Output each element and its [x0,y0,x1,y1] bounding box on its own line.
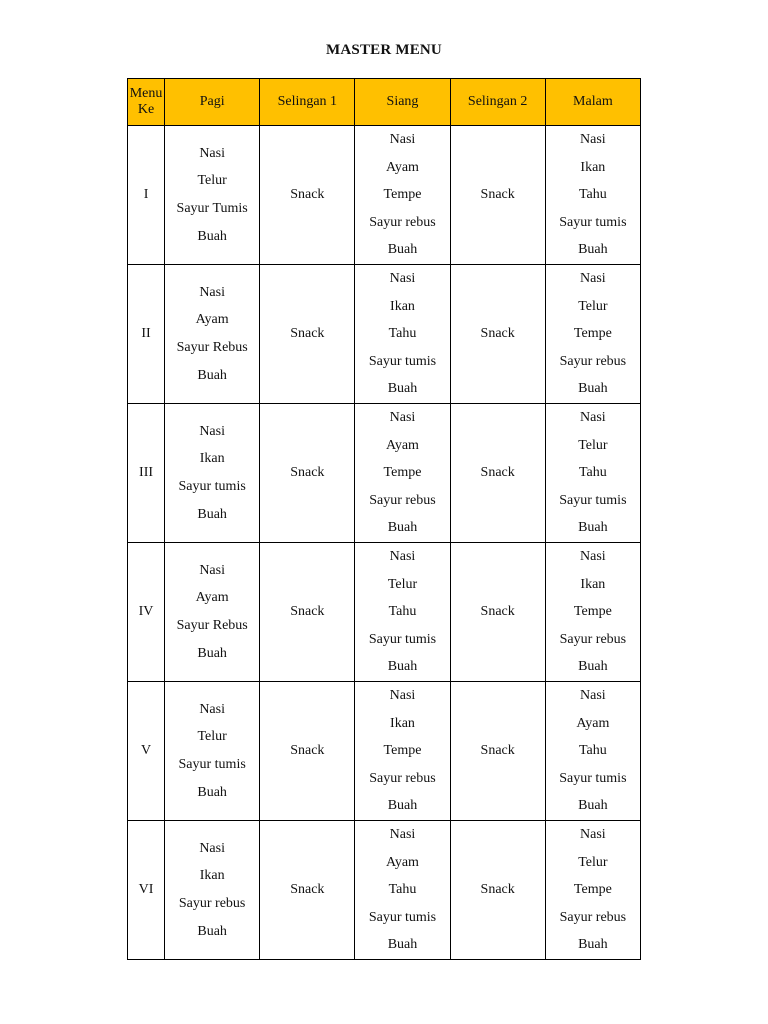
menu-item: Tahu [388,326,417,342]
menu-item: Tahu [578,465,607,481]
menu-item: Telur [387,576,418,592]
menu-number-cell: V [128,682,165,821]
menu-item: Buah [578,381,608,397]
menu-item: Ayam [386,437,419,453]
siang-cell-items [355,404,449,542]
menu-item: Buah [387,242,418,258]
malam-cell [545,265,640,404]
menu-item: Nasi [389,410,416,426]
menu-item: Ikan [199,451,225,467]
table-row [128,821,641,960]
table-row [128,682,641,821]
siang-cell [355,404,450,543]
menu-item: Tempe [573,604,612,620]
menu-item: Buah [578,937,608,953]
menu-number-cell: I [128,126,165,265]
pagi-cell [165,821,260,960]
pagi-cell [165,543,260,682]
menu-item: Nasi [580,410,606,426]
menu-item: Buah [197,228,227,244]
menu-item: Tahu [578,743,607,759]
menu-item: Ayam [195,312,229,328]
siang-cell [355,126,450,265]
malam-cell [545,821,640,960]
menu-item: Sayur rebus [559,631,627,647]
menu-item: Sayur rebus [369,492,436,508]
menu-number-cell: II [128,265,165,404]
selingan-1-cell: Snack [260,543,355,682]
table-row [128,543,641,682]
selingan-2-cell: Snack [450,265,545,404]
malam-cell-items [546,404,640,542]
menu-item: Nasi [389,688,416,704]
selingan-2-cell: Snack [450,543,545,682]
table-row [128,404,641,543]
menu-item: Buah [197,923,227,939]
menu-item: Telur [197,173,227,189]
table-body [128,126,641,960]
menu-item: Sayur rebus [369,770,436,786]
menu-item: Tempe [383,187,422,203]
siang-cell-items [355,126,449,264]
siang-cell [355,821,450,960]
selingan-1-cell: Snack [260,404,355,543]
menu-item: Sayur rebus [559,909,627,925]
menu-item: Buah [578,242,608,258]
menu-item: Sayur tumis [178,479,246,494]
menu-item: Buah [387,381,418,397]
column-header-malam: Malam [545,79,640,126]
pagi-cell-items [165,682,259,820]
table-row [128,265,641,404]
menu-item: Sayur rebus [178,896,246,911]
menu-item: Nasi [580,132,606,148]
pagi-cell-items [165,821,259,959]
menu-item: Tempe [573,326,612,342]
menu-item: Nasi [389,827,416,843]
selingan-1-cell: Snack [260,265,355,404]
menu-item: Telur [578,854,608,870]
column-header-menu-ke: Menu Ke [128,79,165,126]
siang-cell-items [355,821,449,959]
malam-cell-items [546,543,640,681]
malam-cell [545,682,640,821]
menu-item: Sayur rebus [369,214,436,230]
menu-item: Nasi [199,840,225,856]
menu-item: Tempe [383,465,422,481]
menu-item: Nasi [199,701,225,717]
malam-cell [545,543,640,682]
pagi-cell [165,404,260,543]
menu-item: Ikan [580,576,606,592]
menu-item: Buah [197,784,227,800]
pagi-cell-items [165,126,259,264]
table-header-row [128,79,641,126]
menu-item: Buah [387,798,418,814]
menu-item: Nasi [199,284,225,300]
menu-number-cell: IV [128,543,165,682]
siang-cell-items [355,265,449,403]
pagi-cell-items [165,265,259,403]
pagi-cell [165,126,260,265]
menu-item: Tempe [573,882,612,898]
menu-item: Nasi [580,827,606,843]
column-header-pagi: Pagi [165,79,260,126]
menu-item: Nasi [580,271,606,287]
selingan-2-cell: Snack [450,404,545,543]
menu-item: Buah [387,937,418,953]
menu-item: Ikan [580,159,606,175]
menu-item: Nasi [580,688,606,704]
pagi-cell [165,265,260,404]
page-title: MASTER MENU [326,42,442,58]
selingan-1-cell: Snack [260,126,355,265]
menu-item: Ayam [386,854,419,870]
pagi-cell-items [165,404,259,542]
pagi-cell-items [165,543,259,681]
menu-item: Nasi [199,145,225,161]
menu-item: Ayam [195,590,229,606]
malam-cell-items [546,682,640,820]
column-header-selingan-1: Selingan 1 [260,79,355,126]
menu-number-cell: VI [128,821,165,960]
master-menu-table [127,78,641,960]
malam-cell [545,404,640,543]
table-row [128,126,641,265]
menu-item: Nasi [389,271,416,287]
selingan-2-cell: Snack [450,126,545,265]
menu-item: Nasi [389,549,416,565]
malam-cell-items [546,126,640,264]
menu-item: Sayur tumis [559,214,627,230]
menu-item: Tempe [383,743,422,759]
siang-cell [355,682,450,821]
menu-item: Sayur Tumis [176,201,248,216]
menu-item: Sayur tumis [559,770,627,786]
menu-item: Sayur tumis [178,757,246,772]
siang-cell [355,543,450,682]
siang-cell-items [355,682,449,820]
menu-item: Sayur Rebus [176,340,248,355]
menu-item: Buah [578,659,608,675]
menu-item: Sayur rebus [559,353,627,369]
menu-item: Sayur tumis [368,631,437,647]
menu-item: Telur [197,729,227,745]
selingan-2-cell: Snack [450,821,545,960]
selingan-1-cell: Snack [260,682,355,821]
pagi-cell [165,682,260,821]
menu-item: Ikan [199,868,225,884]
column-header-siang: Siang [355,79,450,126]
menu-item: Buah [578,798,608,814]
selingan-2-cell: Snack [450,682,545,821]
menu-item: Buah [197,367,227,383]
menu-item: Sayur tumis [368,909,437,925]
menu-item: Buah [387,659,418,675]
menu-item: Tahu [578,187,607,203]
malam-cell-items [546,265,640,403]
column-header-selingan-2: Selingan 2 [450,79,545,126]
menu-item: Buah [578,520,608,536]
menu-number-cell: III [128,404,165,543]
menu-item: Nasi [580,549,606,565]
menu-item: Ikan [390,715,415,731]
menu-item: Tahu [388,604,417,620]
menu-item: Buah [387,520,418,536]
menu-item: Buah [197,506,227,522]
selingan-1-cell: Snack [260,821,355,960]
menu-item: Ayam [386,159,419,175]
menu-item: Tahu [388,882,417,898]
menu-item: Ayam [576,715,610,731]
siang-cell-items [355,543,449,681]
menu-item: Sayur tumis [559,492,627,508]
malam-cell-items [546,821,640,959]
menu-item: Sayur tumis [368,353,437,369]
menu-item: Nasi [389,132,416,148]
menu-item: Sayur Rebus [176,618,248,633]
menu-item: Ikan [390,298,415,314]
menu-item: Nasi [199,562,225,578]
menu-item: Telur [578,298,608,314]
menu-item: Nasi [199,423,225,439]
menu-item: Buah [197,645,227,661]
siang-cell [355,265,450,404]
malam-cell [545,126,640,265]
menu-item: Telur [578,437,608,453]
